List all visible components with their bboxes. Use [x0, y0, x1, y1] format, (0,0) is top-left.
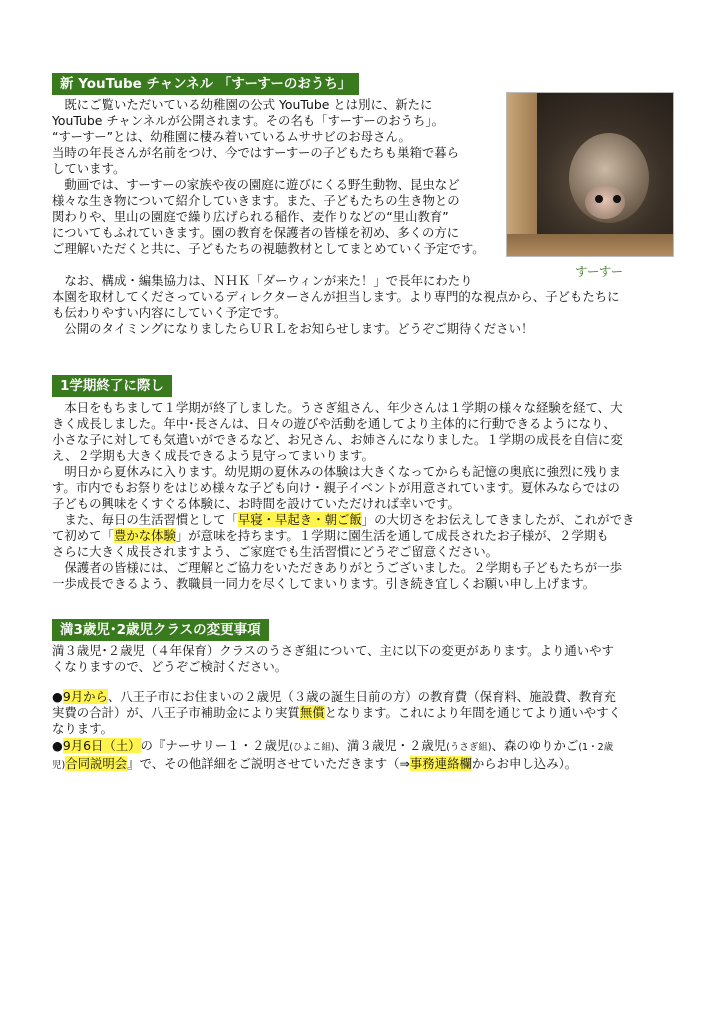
photo-caption: すーすー: [575, 264, 624, 279]
section-heading-term-end: 1学期終了に際し: [52, 375, 172, 397]
bullet-info-session: ●9月6日（土）の『ナーサリー１・２歳児(ひよこ組)、満３歳児・２歳児(うさぎ組)、森のゆりかご(1・2歳 児)合同説明会』で、その他詳細をご説明させていただきます（⇒事務連絡欄からお申し込み）。: [52, 738, 614, 771]
text-line: なお、構成・編集協力は、ＮＨＫ「ダーウィンが来た！」で長年にわたり: [52, 273, 473, 288]
text-line: 動画では、すーすーの家族や夜の園庭に遊びにくる野生動物、昆虫など: [52, 177, 460, 192]
highlight-rich-experience: 豊かな体験: [113, 528, 176, 543]
term-end-paragraph: [52, 400, 672, 592]
text-line: 既にご覧いただいている幼稚園の公式 YouTube とは別に、新たに: [52, 97, 433, 112]
text-line: YouTube チャンネルが公開されます。その名も「すーすーのおうち」。: [52, 113, 444, 128]
class-changes-intro: [52, 643, 672, 675]
text-line: 関わりや、里山の園庭で繰り広げられる稲作、麦作りなどの“里山教育”: [52, 209, 449, 224]
text-line: え、２学期も大きく成長できるよう見守ってまいります。: [52, 448, 374, 463]
text-line: 明日から夏休みに入ります。幼児期の夏休みの体験は大きくなってからも記憶の奥底に強烈に残りま: [52, 464, 621, 479]
text-line: しています。: [52, 161, 126, 176]
text-line: “すーすー”とは、幼稚園に棲み着いているムササビのお母さん。: [52, 129, 411, 144]
text-line: 小さな子に対しても気遣いができるなど、お兄さん、お姉さんになりました。１学期の成長を自信に変: [52, 432, 623, 447]
highlight-from-september: 9月から: [62, 689, 108, 704]
section-heading-class-changes: 満3歳児･2歳児クラスの変更事項: [52, 619, 269, 641]
text-line: 本日をもちまして１学期が終了しました。うさぎ組さん、年少さんは１学期の様々な経験を経て、大: [52, 400, 623, 415]
text-line: 様々な生き物について紹介していきます。また、子どもたちの生き物との: [52, 193, 460, 208]
text-line: また、毎日の生活習慣として「早寝・早起き・朝ご飯」の大切さをお伝えしてきましたが、これができ: [52, 512, 635, 527]
text-line: 子どもの興味をくすぐる体験に、お時間を設けていただければ幸いです。: [52, 496, 460, 511]
text-line: 当時の年長さんが名前をつけ、今ではすーすーの子どもたちも巣箱で暮ら: [52, 145, 460, 160]
highlight-office-contact: 事務連絡欄: [409, 756, 472, 771]
text-line: くなりますので、どうぞご検討ください。: [52, 659, 288, 674]
text-line: についてもふれていきます。園の教育を保護者の皆様を初め、多くの方に: [52, 225, 460, 240]
text-line: も伝わりやすい内容にしていく予定です。: [52, 305, 287, 320]
text-line: ご理解いただくと共に、子どもたちの視聴教材としてまとめていく予定です。: [52, 241, 485, 256]
text-line: さらに大きく成長されますよう、ご家庭でも生活習慣にどうぞご留意ください。: [52, 544, 499, 559]
youtube-paragraph-top: [52, 97, 502, 257]
text-line: 保護者の皆様には、ご理解とご協力をいただきありがとうございました。２学期も子どもたちが一歩: [52, 560, 622, 575]
highlight-sept-6: 9月6日（土）: [62, 738, 141, 753]
text-line: て初めて「豊かな体験」が意味を持ちます。１学期に園生活を通して成長されたお子様が、２学期も: [52, 528, 609, 543]
bullet-free-tuition: ●9月から、八王子市にお住まいの２歳児（３歳の誕生日前の方）の教育費（保育料、施設費、教育充 実費の合計）が、八王子市補助金により実質無償となります。これにより年間を通じてより通いやすく なります。: [52, 689, 621, 736]
youtube-paragraph-bottom: [52, 257, 672, 337]
highlight-free: 無償: [299, 705, 325, 720]
text-line: 満３歳児･２歳児（４年保育）クラスのうさぎ組について、主に以下の変更があります。より通いやす: [52, 643, 614, 658]
text-line: きく成長しました。年中･長さんは、日々の遊びや活動を通してより主体的に行動できるようになり、: [52, 416, 616, 431]
text-line: 一歩成長できるよう、教職員一同力を尽くしてまいります。引き続き宜しくお願い申し上げます。: [52, 576, 596, 591]
bullet-icon: ●: [52, 738, 63, 753]
section-heading-youtube: 新 YouTube チャンネル 「すーすーのおうち」: [52, 73, 359, 95]
text-line: 本園を取材してくださっているディレクターさんが担当します。より専門的な視点から、子どもたちに: [52, 289, 620, 304]
text-line: す。市内でもお祭りをはじめ様々な子ども向け・親子イベントが用意されています。夏休みならではの: [52, 480, 620, 495]
highlight-joint-session: 合同説明会: [65, 756, 128, 771]
flying-squirrel-photo: [506, 92, 674, 257]
text-line: 公開のタイミングになりましたらＵＲＬをお知らせします。どうぞご期待ください！: [52, 321, 534, 336]
bullet-icon: ●: [52, 689, 63, 704]
highlight-early-to-bed: 早寝・早起き・朝ご飯: [237, 512, 362, 527]
